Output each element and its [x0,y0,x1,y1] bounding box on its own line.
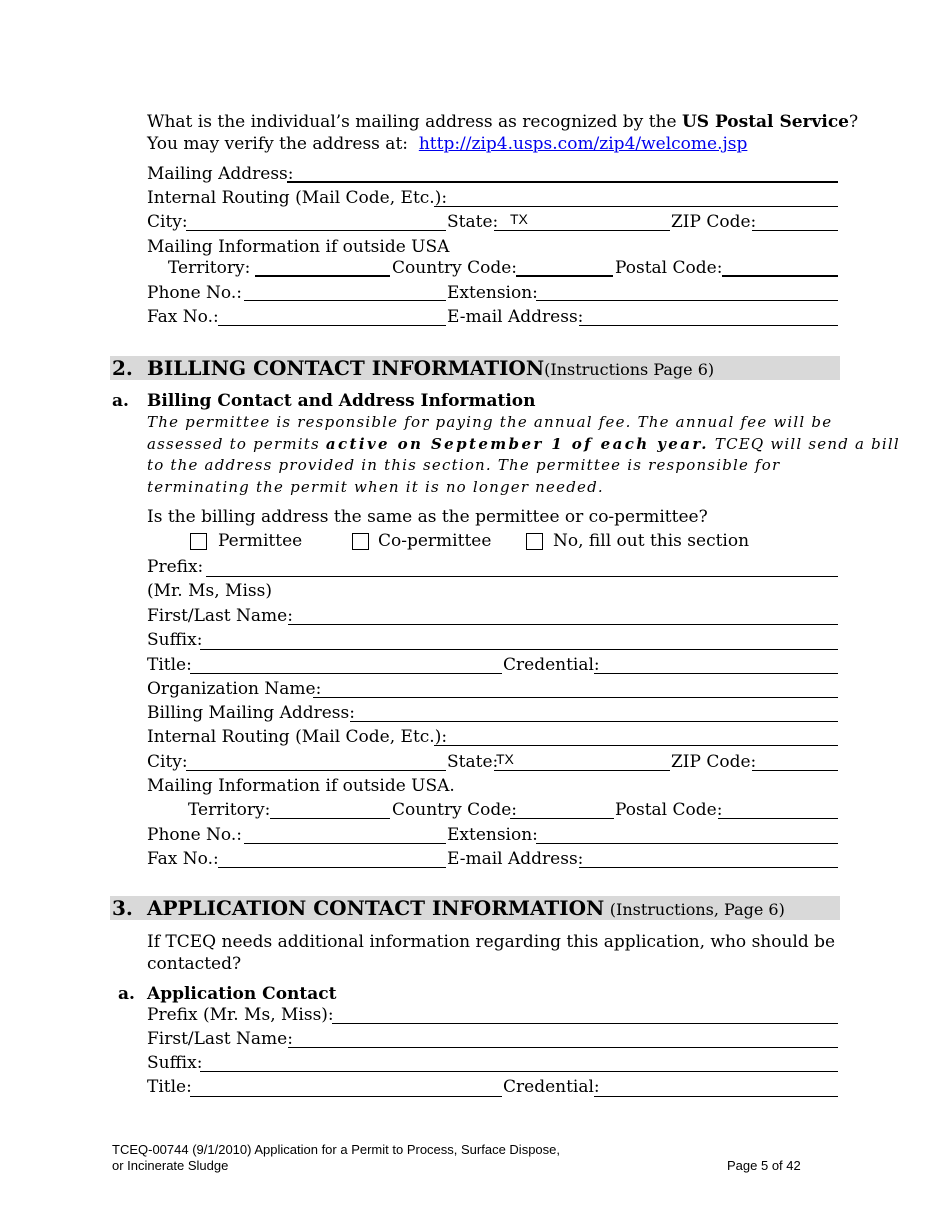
extension-label: Extension: [447,283,538,303]
billing-suffix-field[interactable] [200,649,838,650]
app-credential-label: Credential: [503,1077,600,1097]
billing-prefix-hint: (Mr. Ms, Miss) [147,581,272,601]
permittee-checkbox[interactable] [190,533,207,550]
section-3-instructions: (Instructions, Page 6) [609,900,785,919]
note-text: assessed to permits [147,435,326,453]
billing-same-question: Is the billing address the same as the permittee or co-permittee? [147,507,708,527]
billing-address-field[interactable] [350,721,838,722]
billing-state-field[interactable] [494,770,670,771]
billing-state-value: TX [496,751,514,767]
verify-line [147,134,747,154]
city-label: City: [147,212,188,232]
billing-email-label: E-mail Address: [447,849,584,869]
territory-label: Territory: [168,258,251,278]
billing-note-line-3: to the address provided in this section. The permittee is responsible for [147,456,781,474]
fax-label: Fax No.: [147,307,219,327]
routing-label: Internal Routing (Mail Code, Etc.): [147,188,448,208]
app-suffix-field[interactable] [200,1071,838,1072]
app-prefix-label: Prefix (Mr. Ms, Miss): [147,1005,334,1025]
verify-text: You may verify the address at: [147,134,409,154]
fill-section-option-label: No, fill out this section [553,531,750,551]
usps-verify-link[interactable]: http://zip4.usps.com/zip4/welcome.jsp [418,134,748,154]
phone-field[interactable] [244,300,446,301]
billing-name-field[interactable] [288,624,838,625]
city-field[interactable] [186,230,446,231]
billing-phone-field[interactable] [244,843,446,844]
billing-routing-field[interactable] [434,745,838,746]
app-name-field[interactable] [288,1047,838,1048]
footer-form-line-2: or Incinerate Sludge [112,1158,229,1173]
app-prefix-field[interactable] [332,1023,838,1024]
app-suffix-label: Suffix: [147,1053,203,1073]
billing-email-field[interactable] [579,867,838,868]
permittee-option-label: Permittee [218,531,303,551]
footer-page-number: Page 5 of 42 [727,1158,801,1173]
mailing-address-label: Mailing Address: [147,164,294,184]
postal-code-field[interactable] [722,275,838,277]
billing-credential-label: Credential: [503,655,600,675]
app-name-label: First/Last Name: [147,1029,293,1049]
state-value: TX [510,211,528,227]
billing-zip-label: ZIP Code: [671,752,757,772]
note-text-2: TCEQ will send a bill [708,435,900,453]
section-2-title-text: BILLING CONTACT INFORMATION [147,356,545,380]
copermittee-option-label: Co-permittee [378,531,492,551]
billing-country-code-label: Country Code: [392,800,518,820]
section-3-question-line-1: If TCEQ needs additional information regarding this application, who should be [147,932,836,952]
country-code-label: Country Code: [392,258,518,278]
app-title-label: Title: [147,1077,192,1097]
copermittee-checkbox[interactable] [352,533,369,550]
billing-city-field[interactable] [186,770,446,771]
section-3-question-line-2: contacted? [147,954,242,974]
section-3-number: 3. [112,896,133,920]
footer-form-line-1: TCEQ-00744 (9/1/2010) Application for a Permit to Process, Surface Dispose, [112,1142,560,1157]
billing-note-line-4: terminating the permit when it is no longer needed. [147,478,604,496]
mailing-question [147,112,858,132]
billing-phone-label: Phone No.: [147,825,242,845]
billing-extension-field[interactable] [536,843,838,844]
fax-field[interactable] [218,325,446,326]
billing-postal-code-label: Postal Code: [615,800,723,820]
state-label: State: [447,212,499,232]
billing-note-line-2 [147,435,900,453]
outside-usa-label: Mailing Information if outside USA [147,237,450,257]
question-bold-text: US Postal Service [681,112,849,132]
section-2-number: 2. [112,356,133,380]
billing-prefix-field[interactable] [206,576,838,577]
question-text: What is the individual’s mailing address as recognized by the [147,112,682,132]
question-suffix: ? [849,112,859,132]
billing-prefix-label: Prefix: [147,557,204,577]
billing-routing-label: Internal Routing (Mail Code, Etc.): [147,727,448,747]
postal-code-label: Postal Code: [615,258,723,278]
zip-label: ZIP Code: [671,212,757,232]
billing-fax-label: Fax No.: [147,849,219,869]
email-field[interactable] [579,325,838,326]
billing-extension-label: Extension: [447,825,538,845]
billing-territory-label: Territory: [188,800,271,820]
billing-address-label: Billing Mailing Address: [147,703,355,723]
mailing-address-field[interactable] [287,181,838,183]
billing-territory-field[interactable] [270,818,390,819]
billing-title-field[interactable] [190,673,502,674]
billing-suffix-label: Suffix: [147,630,203,650]
country-code-field[interactable] [516,275,613,277]
section-2-title [147,356,714,380]
section-3-title [147,896,785,920]
billing-note-line-1: The permittee is responsible for paying the annual fee. The annual fee will be [147,413,833,431]
billing-credential-field[interactable] [594,673,838,674]
billing-outside-usa-label: Mailing Information if outside USA. [147,776,455,796]
billing-name-label: First/Last Name: [147,606,293,626]
phone-label: Phone No.: [147,283,242,303]
billing-country-code-field[interactable] [510,818,614,819]
email-label: E-mail Address: [447,307,584,327]
billing-org-field[interactable] [313,697,838,698]
section-2a-title: Billing Contact and Address Information [147,391,536,411]
billing-postal-code-field[interactable] [718,818,838,819]
billing-zip-field[interactable] [752,770,838,771]
app-title-field[interactable] [190,1096,502,1097]
fill-section-checkbox[interactable] [526,533,543,550]
billing-org-label: Organization Name: [147,679,322,699]
state-field[interactable] [494,230,670,231]
territory-field[interactable] [255,275,390,277]
billing-city-label: City: [147,752,188,772]
zip-field[interactable] [752,230,838,231]
section-3-title-text: APPLICATION CONTACT INFORMATION [147,896,605,920]
billing-state-label: State: [447,752,499,772]
section-2-instructions: (Instructions Page 6) [544,360,715,379]
app-credential-field[interactable] [594,1096,838,1097]
routing-field[interactable] [434,206,838,207]
billing-fax-field[interactable] [218,867,446,868]
extension-field[interactable] [536,300,838,301]
billing-title-label: Title: [147,655,192,675]
note-bold-text: active on September 1 of each year. [325,435,709,453]
section-2a-letter: a. [112,391,129,411]
section-3a-letter: a. [118,984,135,1004]
section-3a-title: Application Contact [147,984,337,1004]
